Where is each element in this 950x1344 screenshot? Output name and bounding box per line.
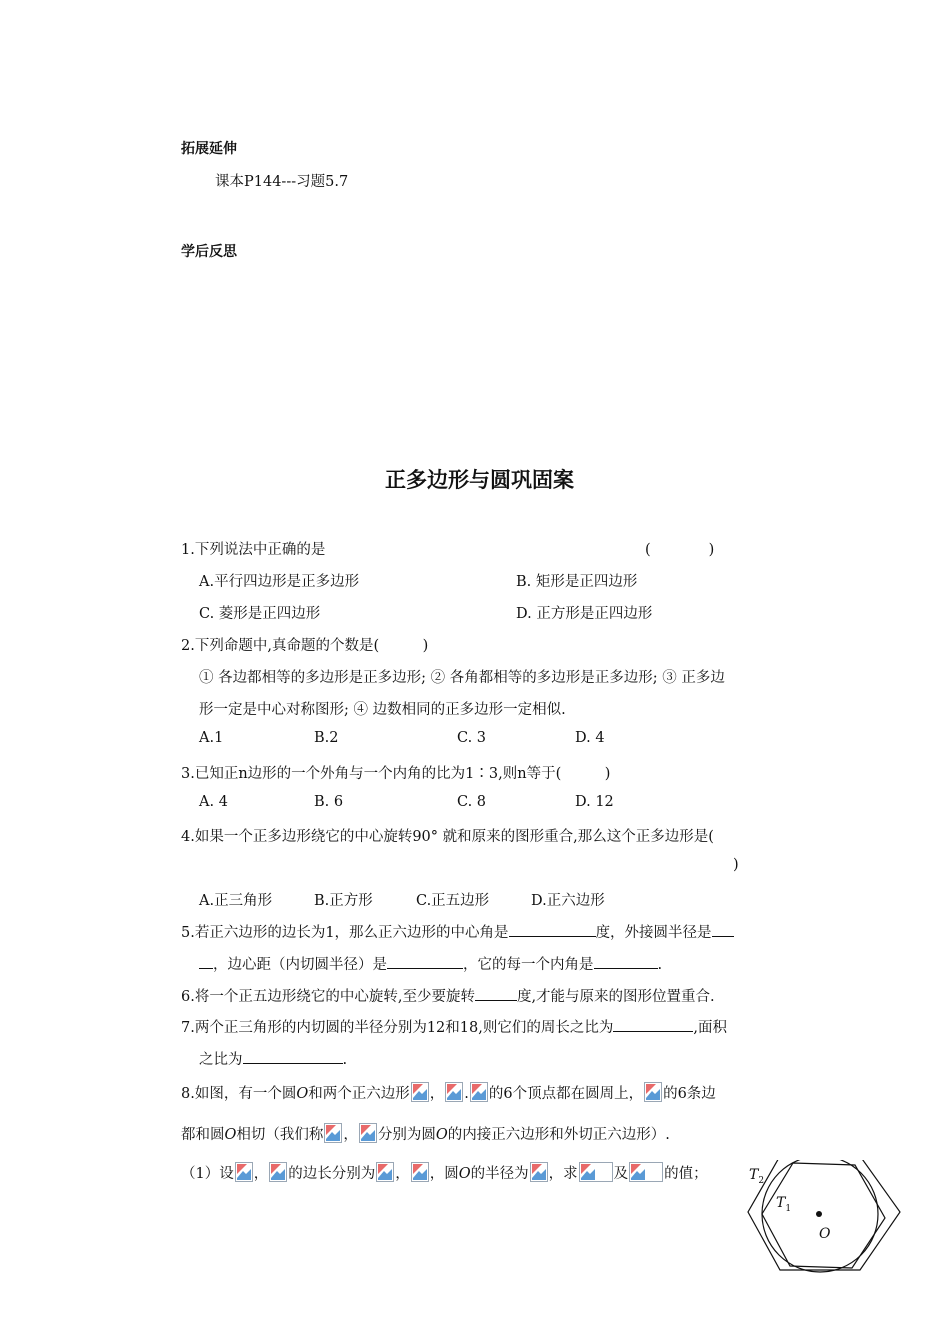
- extension-heading: 拓展延伸: [181, 141, 237, 157]
- q5-blank-apothem[interactable]: [387, 955, 463, 969]
- q4-option-a: A.正三角形: [199, 893, 273, 909]
- q2-option-b: B.2: [314, 730, 339, 746]
- q4-option-b: B.正方形: [314, 893, 373, 909]
- q5-blank-circumradius[interactable]: [712, 923, 734, 937]
- q4-close-paren: ): [733, 857, 739, 873]
- center-point: [816, 1211, 822, 1217]
- q2-line1: ① 各边都相等的多边形是正多边形; ② 各角都相等的多边形是正多边形; ③ 正多边: [199, 670, 725, 686]
- q2-option-d: D. 4: [575, 730, 605, 746]
- broken-image-icon: [644, 1082, 662, 1102]
- label-o: O: [819, 1226, 831, 1242]
- broken-image-icon: [269, 1162, 287, 1182]
- q1-option-b: B. 矩形是正四边形: [516, 574, 638, 590]
- broken-image-icon: [411, 1082, 429, 1102]
- q2-stem: 2.下列命题中,真命题的个数是( ): [181, 638, 429, 654]
- q5-blank-central-angle[interactable]: [509, 923, 596, 937]
- q7-line1: 7.两个正三角形的内切圆的半径分别为12和18,则它们的周长之比为 ,面积: [181, 1020, 727, 1036]
- q1-stem: 1.下列说法中正确的是: [181, 542, 326, 558]
- broken-image-icon: [470, 1082, 488, 1102]
- q8-line2: 都和圆O相切（我们称 ， 分别为圆O的内接正六边形和外切正六边形）.: [181, 1123, 670, 1144]
- q2-line2: 形一定是中心对称图形; ④ 边数相同的正多边形一定相似.: [199, 702, 566, 718]
- q7-blank-perimeter-ratio[interactable]: [613, 1018, 693, 1032]
- broken-image-icon: [445, 1082, 463, 1102]
- q8-sub1: （1）设 ， 的边长分别为 ， ，圆O的半径为 ，求 及 的值；: [181, 1162, 708, 1183]
- q7-line2: 之比为 .: [199, 1052, 348, 1068]
- q1-option-c: C. 菱形是正四边形: [199, 606, 321, 622]
- q1-option-a: A.平行四边形是正多边形: [199, 574, 360, 590]
- q5-blank-interior-angle[interactable]: [594, 955, 658, 969]
- q2-option-c: C. 3: [457, 730, 487, 746]
- q7-blank-area-ratio[interactable]: [243, 1050, 343, 1064]
- q1-paren: ( ): [645, 542, 715, 558]
- broken-image-icon: [530, 1162, 548, 1182]
- q4-stem: 4.如果一个正多边形绕它的中心旋转90° 就和原来的图形重合,那么这个正多边形是(: [181, 829, 714, 845]
- broken-image-icon: [324, 1123, 342, 1143]
- doc-title: 正多边形与圆巩固案: [385, 468, 574, 492]
- label-t2: $T_2$: [749, 1167, 765, 1186]
- q3-option-c: C. 8: [457, 794, 487, 810]
- label-t1: $T_1$: [776, 1195, 792, 1214]
- q5-blank-circumradius-cont[interactable]: [199, 955, 213, 969]
- q3-option-a: A. 4: [199, 794, 228, 810]
- broken-image-icon: [411, 1162, 429, 1182]
- broken-image-icon: [359, 1123, 377, 1143]
- q3-option-d: D. 12: [575, 794, 614, 810]
- q8-line1: 8.如图，有一个圆O和两个正六边形 ， . 的6个顶点都在圆周上， 的6条边: [181, 1082, 716, 1103]
- q3-option-b: B. 6: [314, 794, 344, 810]
- outer-hexagon: [748, 1160, 900, 1270]
- q4-option-c: C.正五边形: [416, 893, 490, 909]
- broken-image-icon: [629, 1162, 663, 1182]
- q5-line2: ，边心距（内切圆半径）是 ，它的每一个内角是 .: [199, 953, 662, 974]
- q6-blank-rotation[interactable]: [475, 987, 517, 1001]
- broken-image-icon: [235, 1162, 253, 1182]
- q2-option-a: A.1: [199, 730, 224, 746]
- q3-stem: 3.已知正n边形的一个外角与一个内角的比为1∶3,则n等于( ): [181, 766, 611, 782]
- extension-text: 课本P144---习题5.7: [215, 174, 349, 190]
- q6-line: 6.将一个正五边形绕它的中心旋转,至少要旋转 度,才能与原来的图形位置重合.: [181, 989, 715, 1005]
- reflection-heading: 学后反思: [181, 244, 237, 260]
- hexagon-circle-figure: [745, 1160, 925, 1280]
- q4-option-d: D.正六边形: [531, 893, 605, 909]
- q5-line1: 5.若正六边形的边长为1，那么正六边形的中心角是 度，外接圆半径是: [181, 921, 734, 942]
- broken-image-icon: [579, 1162, 613, 1182]
- broken-image-icon: [376, 1162, 394, 1182]
- q1-option-d: D. 正方形是正四边形: [516, 606, 653, 622]
